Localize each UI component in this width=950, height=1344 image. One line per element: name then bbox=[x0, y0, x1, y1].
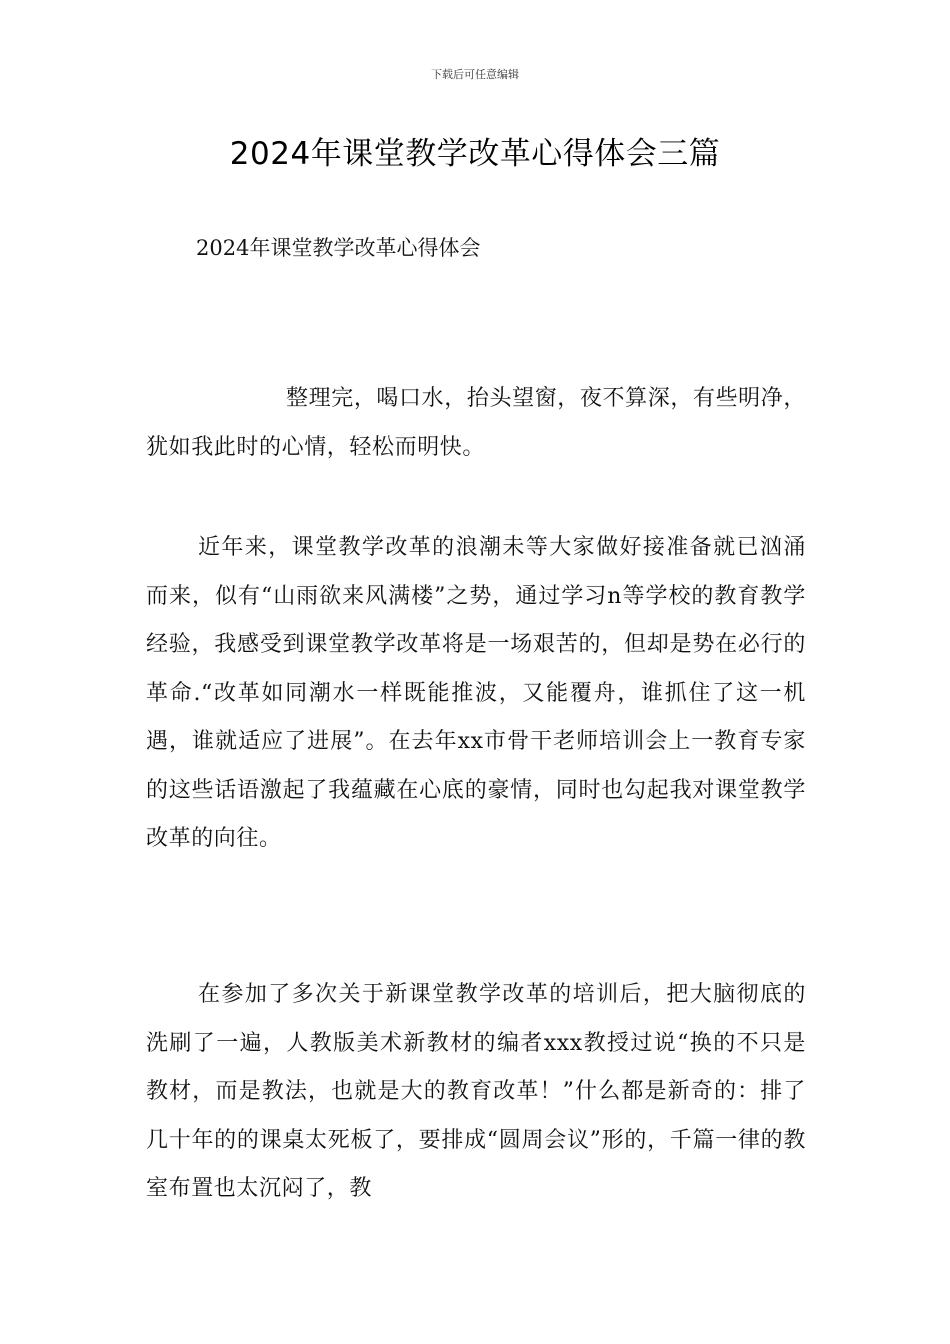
paragraph-2: 近年来，课堂教学改革的浪潮未等大家做好接准备就已汹涌而来，似有“山雨欲来风满楼”之势，通过学习n等学校的教育教学经验，我感受到课堂教学改革将是一场艰苦的，但却是势在必行的革命.“改革如同潮水一样既能推波，又能覆舟，谁抓住了这一机遇，谁就适应了进展”。在去年xx市骨干老师培训会上一教育专家的这些话语激起了我蕴藏在心底的豪情，同时也勾起我对课堂教学改革的向往。 bbox=[146, 535, 806, 851]
paragraph-3: 在参加了多次关于新课堂教学改革的培训后，把大脑彻底的洗刷了一遍，人教版美术新教材的编者xxx教授过说“换的不只是教材，而是教法，也就是大的教育改革！”什么都是新奇的：排了几十年的的课桌太死板了，要排成“圆周会议”形的，千篇一律的教室布置也太沉闷了，教 bbox=[146, 982, 806, 1201]
document-title: 2024年课堂教学改革心得体会三篇 bbox=[229, 136, 721, 172]
document-subtitle: 2024年课堂教学改革心得体会 bbox=[196, 236, 481, 260]
paragraph-1: 整理完，喝口水，抬头望窗，夜不算深，有些明净，犹如我此时的心情，轻松而明快。 bbox=[146, 386, 806, 460]
header-note: 下载后可任意编辑 bbox=[431, 68, 519, 81]
